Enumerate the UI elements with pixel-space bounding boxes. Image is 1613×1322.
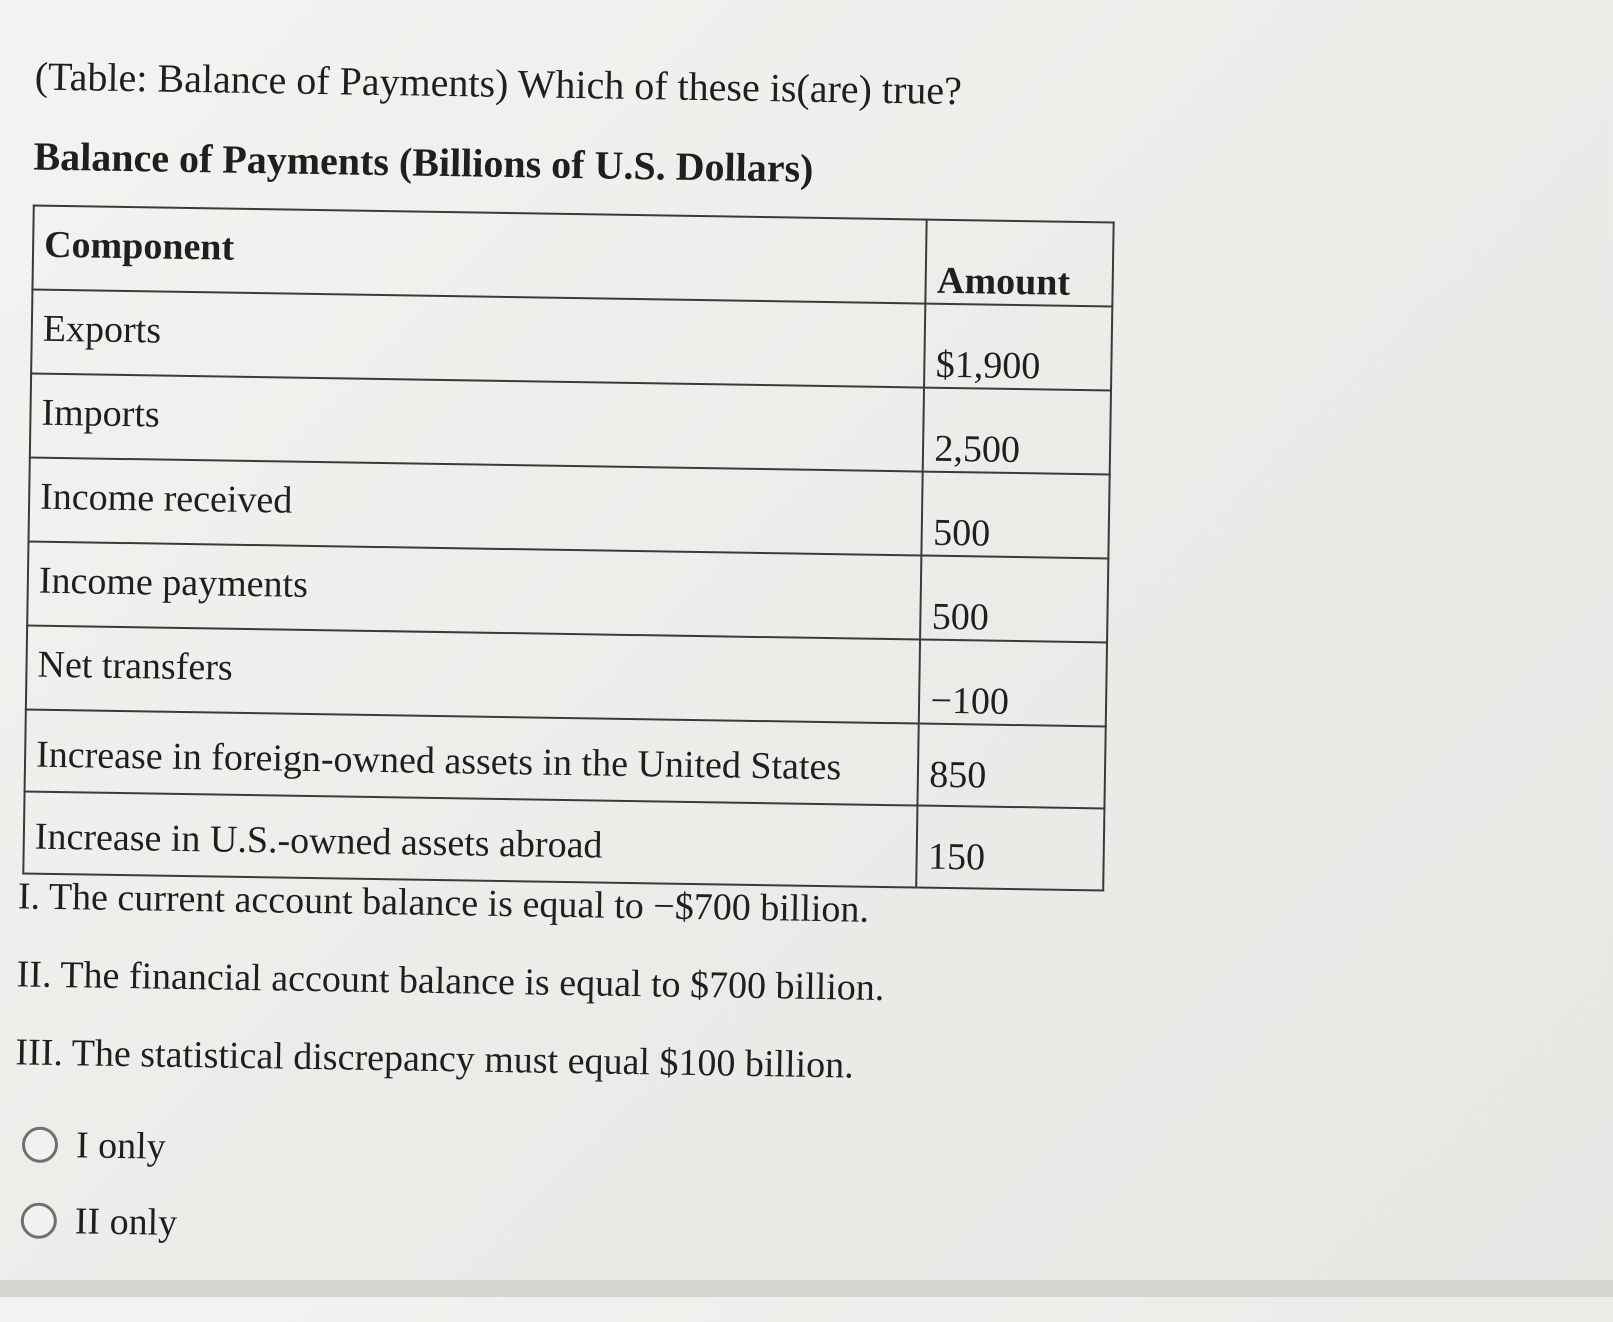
amount-cell: 2,500	[923, 388, 1111, 475]
radio-button-icon[interactable]	[22, 1126, 59, 1163]
screen-bottom-edge	[0, 1280, 1613, 1297]
amount-cell: −100	[919, 640, 1107, 727]
balance-of-payments-table	[22, 205, 1114, 892]
answer-option-label: I only	[75, 1124, 167, 1168]
component-cell: Net transfers	[26, 626, 921, 724]
question-text: (Table: Balance of Payments) Which of these is(are) true?	[34, 53, 963, 114]
amount-cell: 850	[918, 724, 1106, 809]
table-row	[23, 791, 1104, 890]
column-header-amount: Amount	[926, 220, 1114, 307]
amount-cell: 500	[922, 472, 1110, 559]
statement-list	[15, 874, 886, 1122]
component-cell: Income received	[28, 458, 923, 556]
answer-option-ii-only[interactable]	[20, 1182, 178, 1260]
column-header-component: Component	[32, 206, 927, 304]
component-cell: Increase in foreign-owned assets in the United States	[25, 709, 920, 805]
amount-cell: $1,900	[924, 304, 1112, 391]
answer-options	[20, 1106, 179, 1260]
component-cell: Imports	[30, 374, 925, 472]
answer-option-label: II only	[74, 1200, 178, 1244]
component-cell: Increase in U.S.-owned assets abroad	[23, 791, 918, 887]
statement-item: I. The current account balance is equal to −$700 billion.	[17, 875, 870, 931]
amount-cell: 500	[920, 556, 1108, 643]
component-cell: Exports	[31, 290, 926, 388]
radio-button-icon[interactable]	[21, 1202, 58, 1239]
component-cell: Income payments	[27, 542, 922, 640]
answer-option-i-only[interactable]	[21, 1106, 179, 1184]
amount-cell: 150	[917, 806, 1105, 891]
statement-item: III. The statistical discrepancy must equal $100 billion.	[15, 1031, 854, 1087]
table-title: Balance of Payments (Billions of U.S. Dollars)	[33, 133, 814, 191]
statement-item: II. The financial account balance is equal to $700 billion.	[16, 953, 885, 1010]
